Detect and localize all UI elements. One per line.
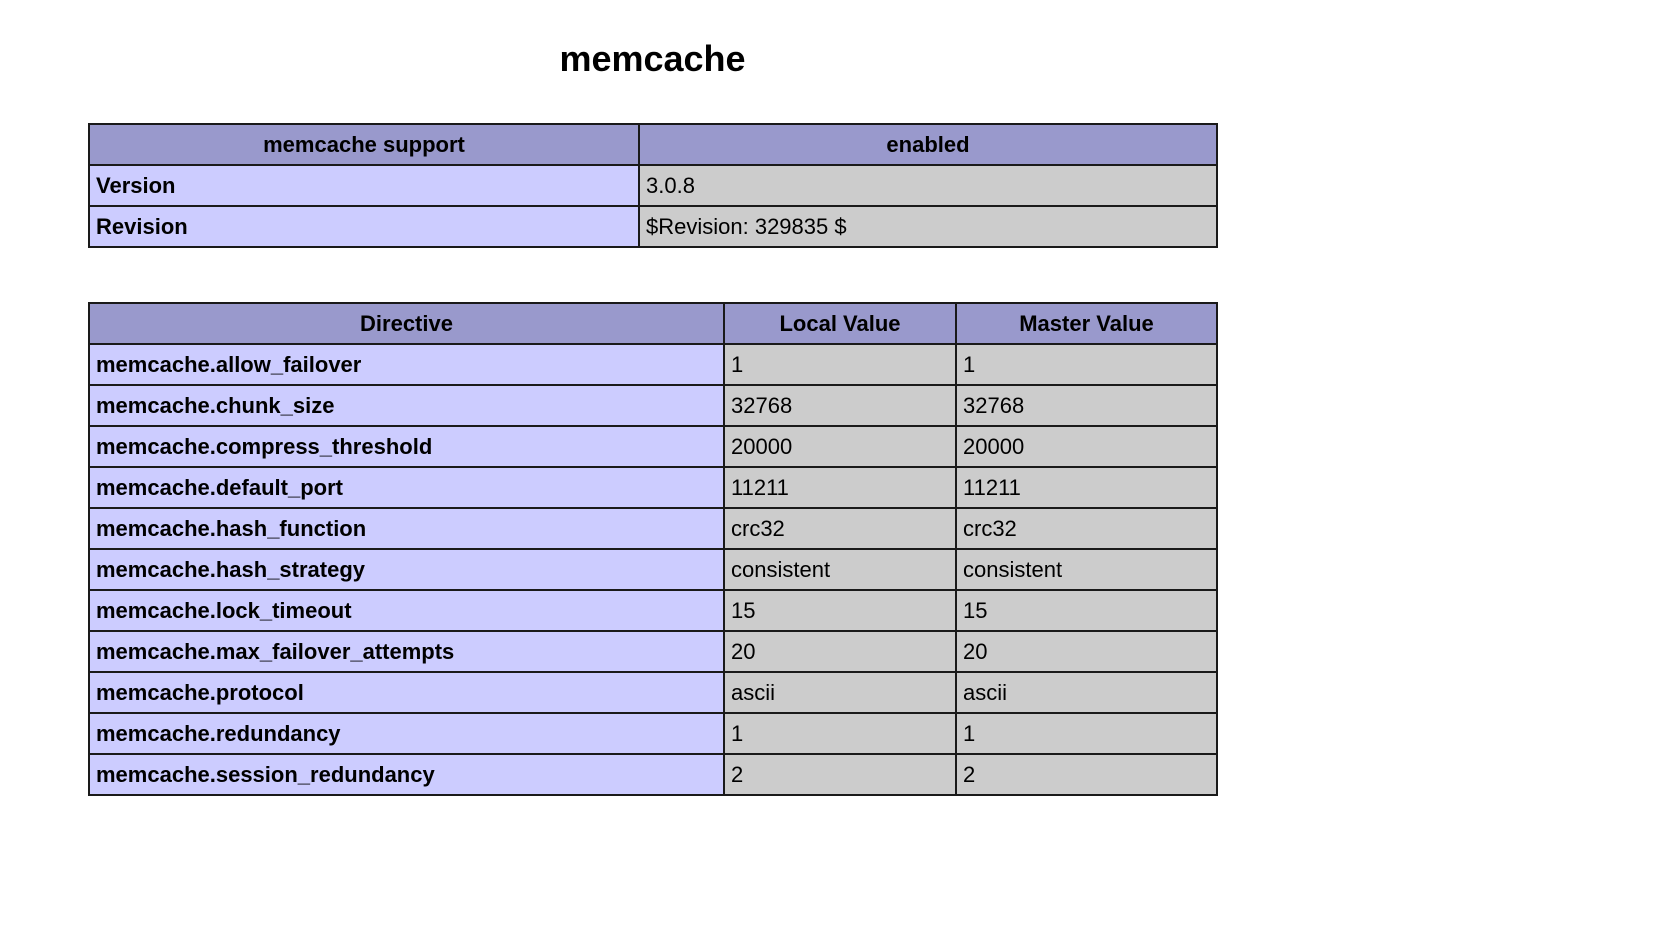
master-value: 11211 xyxy=(956,467,1217,508)
memcache-info-table xyxy=(88,123,1218,248)
table-row xyxy=(89,754,1217,795)
local-value: 11211 xyxy=(724,467,956,508)
directive-name: memcache.max_failover_attempts xyxy=(89,631,724,672)
master-value: 20 xyxy=(956,631,1217,672)
row-value: 3.0.8 xyxy=(639,165,1217,206)
local-value: 2 xyxy=(724,754,956,795)
directive-name: memcache.lock_timeout xyxy=(89,590,724,631)
row-value: $Revision: 329835 $ xyxy=(639,206,1217,247)
directive-name: memcache.session_redundancy xyxy=(89,754,724,795)
header-cell: enabled xyxy=(639,124,1217,165)
master-value: 1 xyxy=(956,344,1217,385)
local-value: 1 xyxy=(724,713,956,754)
master-value: 32768 xyxy=(956,385,1217,426)
header-cell: memcache support xyxy=(89,124,639,165)
table-row xyxy=(89,165,1217,206)
directive-name: memcache.redundancy xyxy=(89,713,724,754)
directive-name: memcache.hash_function xyxy=(89,508,724,549)
table-row xyxy=(89,467,1217,508)
master-value: ascii xyxy=(956,672,1217,713)
header-local-value: Local Value xyxy=(724,303,956,344)
table-row xyxy=(89,672,1217,713)
header-master-value: Master Value xyxy=(956,303,1217,344)
local-value: 32768 xyxy=(724,385,956,426)
local-value: 20000 xyxy=(724,426,956,467)
page-title: memcache xyxy=(559,38,746,79)
row-label: Version xyxy=(89,165,639,206)
table-row xyxy=(89,590,1217,631)
local-value: consistent xyxy=(724,549,956,590)
directives-table xyxy=(88,302,1218,796)
table-header-row xyxy=(89,124,1217,165)
local-value: 1 xyxy=(724,344,956,385)
master-value: 20000 xyxy=(956,426,1217,467)
master-value: consistent xyxy=(956,549,1217,590)
local-value: crc32 xyxy=(724,508,956,549)
table-row xyxy=(89,426,1217,467)
directive-name: memcache.protocol xyxy=(89,672,724,713)
directive-name: memcache.hash_strategy xyxy=(89,549,724,590)
table-row xyxy=(89,344,1217,385)
directive-name: memcache.default_port xyxy=(89,467,724,508)
master-value: 1 xyxy=(956,713,1217,754)
local-value: ascii xyxy=(724,672,956,713)
table-row xyxy=(89,385,1217,426)
master-value: 15 xyxy=(956,590,1217,631)
local-value: 20 xyxy=(724,631,956,672)
table-row xyxy=(89,549,1217,590)
table-header-row xyxy=(89,303,1217,344)
master-value: 2 xyxy=(956,754,1217,795)
header-directive: Directive xyxy=(89,303,724,344)
directive-name: memcache.compress_threshold xyxy=(89,426,724,467)
local-value: 15 xyxy=(724,590,956,631)
master-value: crc32 xyxy=(956,508,1217,549)
row-label: Revision xyxy=(89,206,639,247)
table-row xyxy=(89,206,1217,247)
directive-name: memcache.chunk_size xyxy=(89,385,724,426)
directive-name: memcache.allow_failover xyxy=(89,344,724,385)
table-row xyxy=(89,508,1217,549)
table-row xyxy=(89,713,1217,754)
table-row xyxy=(89,631,1217,672)
